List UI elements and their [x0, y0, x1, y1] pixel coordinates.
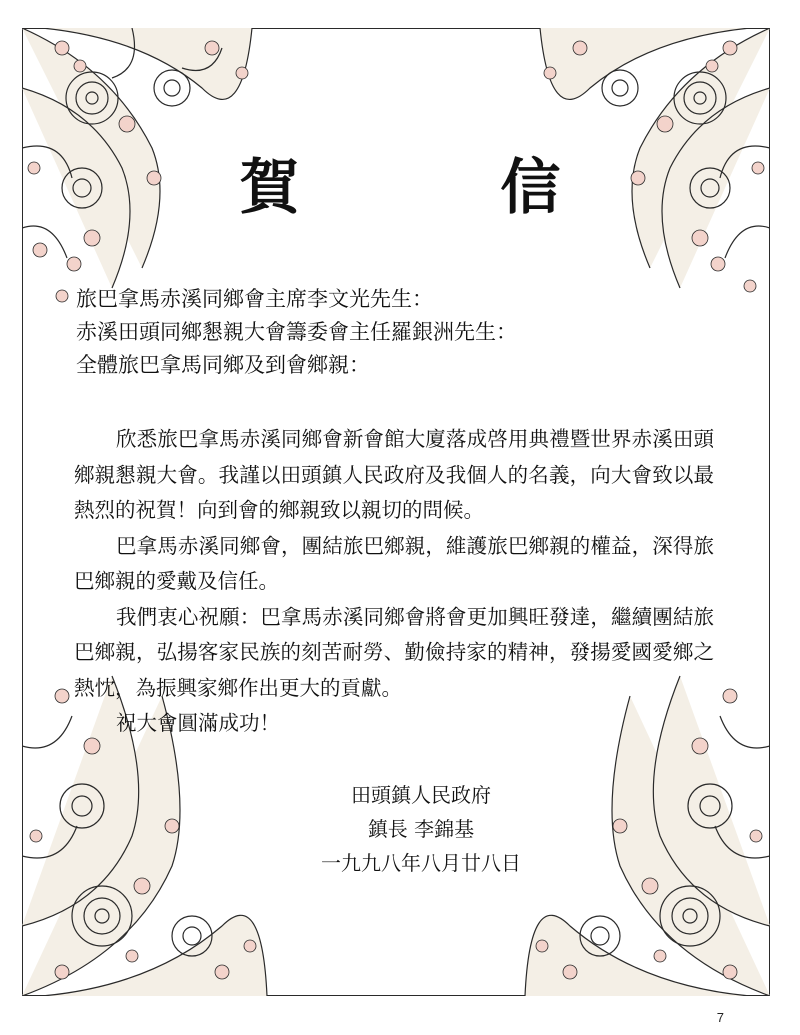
salutation-line: 全體旅巴拿馬同鄉及到會鄉親： — [76, 353, 370, 377]
signature-person: 鎮長 李錦基 — [367, 817, 475, 841]
page-number: 7 — [716, 1010, 724, 1025]
paragraph: 我們衷心祝願：巴拿馬赤溪同鄉會將會更加興旺發達，繼續團結旅巴鄉親，弘揚客家民族的刻苦耐勞、勤儉持家的精神，發揚愛國愛鄉之熱忱，為振興家鄉作出更大的貢獻。 — [74, 604, 714, 700]
salutation-line: 赤溪田頭同鄉懇親大會籌委會主任羅銀洲先生： — [76, 320, 517, 344]
salutation — [76, 283, 517, 382]
signature-org: 田頭鎮人民政府 — [351, 783, 491, 807]
signature-date: 一九九八年八月廿八日 — [321, 851, 521, 875]
paragraph: 祝大會圓滿成功！ — [116, 711, 280, 735]
salutation-line: 旅巴拿馬赤溪同鄉會主席李文光先生： — [76, 287, 433, 311]
page-title: 賀 信 — [239, 153, 651, 223]
signature-block — [0, 778, 800, 880]
paragraph: 欣悉旅巴拿馬赤溪同鄉會新會館大廈落成啓用典禮暨世界赤溪田頭鄉親懇親大會。我謹以田頭鎮人民政府及我個人的名義，向大會致以最熱烈的祝賀！向到會的鄉親致以親切的問候。 — [74, 427, 714, 522]
paragraph: 巴拿馬赤溪同鄉會，團結旅巴鄉親，維護旅巴鄉親的權益，深得旅巴鄉親的愛戴及信任。 — [74, 533, 714, 593]
letter-body — [74, 422, 714, 742]
